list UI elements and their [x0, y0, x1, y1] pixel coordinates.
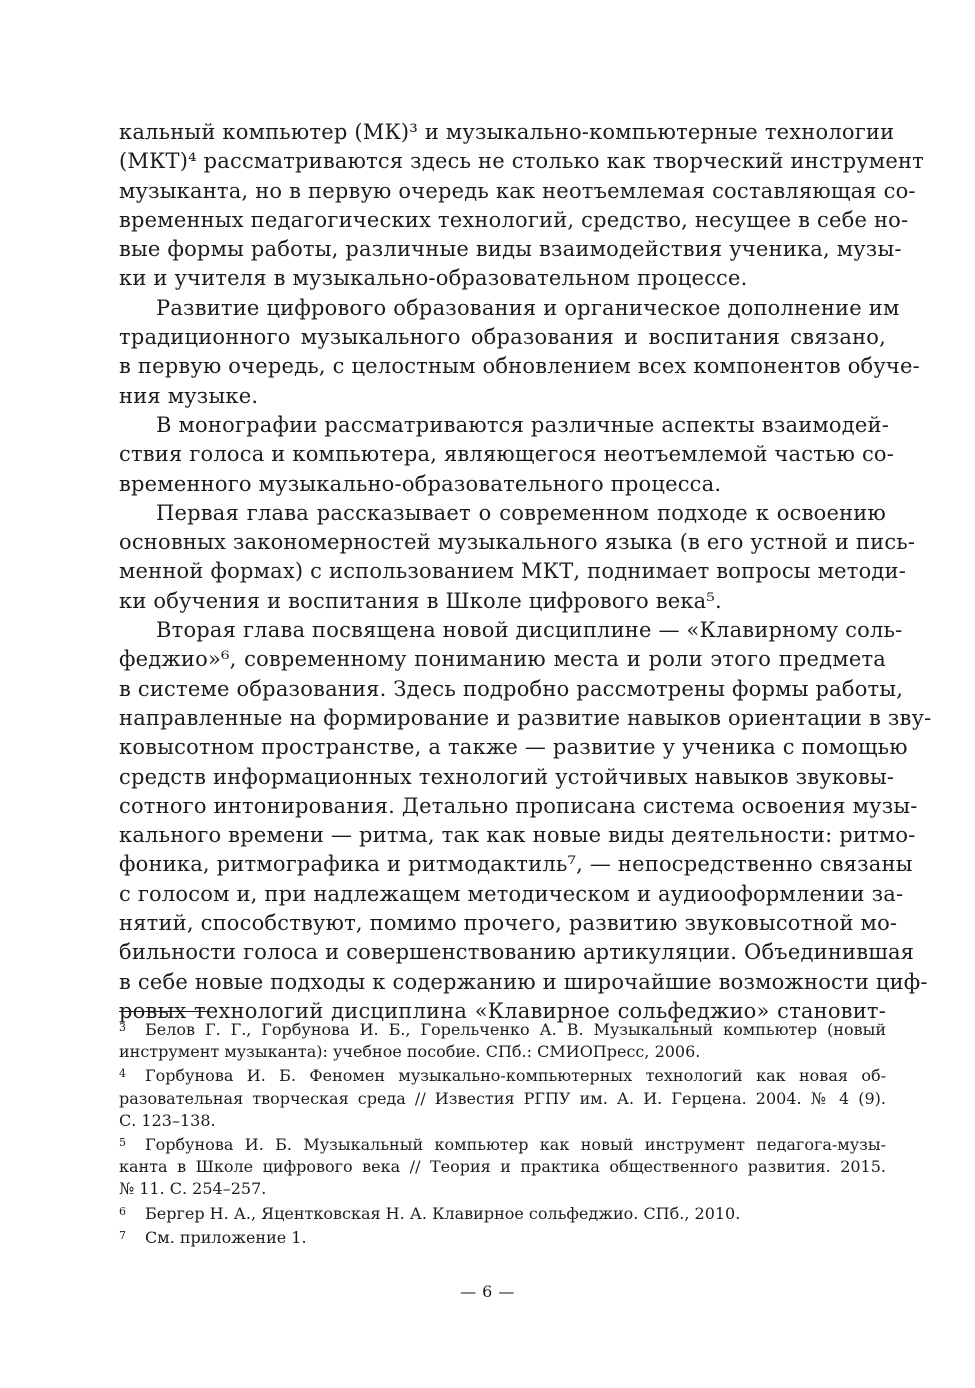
- footnote-divider: [119, 1011, 207, 1012]
- body-line: сотного интонирования. Детально прописана система освоения музы-: [119, 793, 918, 818]
- page-number: — 6 —: [460, 1282, 515, 1301]
- footnote-number: 5: [119, 1136, 126, 1150]
- body-line: ки и учителя в музыкально-образовательном процессе.: [119, 266, 748, 291]
- body-line: в себе новые подходы к содержанию и широчайшие возможности циф-: [119, 969, 928, 994]
- body-line: ровых технологий дисциплина «Клавирное сольфеджио» становит-: [119, 998, 886, 1023]
- footnote-line: инструмент музыканта): учебное пособие. СПб.: СМИОПресс, 2006.: [119, 1042, 701, 1062]
- body-line: ствия голоса и компьютера, являющегося неотъемлемой частью со-: [119, 442, 895, 467]
- footnote-number: 6: [119, 1204, 126, 1218]
- body-line: бильности голоса и совершенствованию артикуляции. Объединившая: [119, 940, 915, 965]
- footnote: [119, 1017, 886, 1063]
- body-line: музыканта, но в первую очередь как неотъемлемая составляющая со-: [119, 178, 916, 203]
- footnote-line: [119, 1201, 886, 1225]
- body-line: кальный компьютер (МК)³ и музыкально-компьютерные технологии: [119, 120, 895, 144]
- body-line: менной формах) с использованием МКТ, поднимает вопросы методи-: [119, 559, 907, 584]
- body-line: Вторая глава посвящена новой дисциплине — «Клавирному соль-: [156, 618, 903, 643]
- footnote-text: См. приложение 1.: [145, 1227, 307, 1247]
- footnote-text: Горбунова И. Б. Музыкальный компьютер как новый инструмент педагога-музы-: [145, 1135, 886, 1155]
- body-line: основных закономерностей музыкального языка (в его устной и пись-: [119, 530, 916, 555]
- body-line: нятий, способствуют, помимо прочего, развитию звуковысотной мо-: [119, 911, 898, 936]
- footnote: [119, 1132, 886, 1201]
- footnote-line: [119, 1225, 886, 1249]
- body-line: В монографии рассматриваются различные аспекты взаимодей-: [156, 412, 890, 437]
- footnote: [119, 1201, 886, 1225]
- body-line: ковысотном пространстве, а также — развитие у ученика с помощью: [119, 735, 908, 760]
- footnote-text: Бергер Н. А., Яцентковская Н. А. Клавирное сольфеджио. СПб., 2010.: [145, 1203, 741, 1223]
- footnote: [119, 1063, 886, 1132]
- footnote-line: канта в Школе цифрового века // Теория и практика общественного развития. 2015.: [119, 1157, 886, 1177]
- body-line: ки обучения и воспитания в Школе цифрового века⁵.: [119, 588, 722, 613]
- body-line: с голосом и, при надлежащем методическом и аудиооформлении за-: [119, 881, 904, 906]
- footnote-line: разовательная творческая среда // Известия РГПУ им. А. И. Герцена. 2004. № 4 (9).: [119, 1088, 886, 1108]
- footnote-line: [119, 1132, 886, 1156]
- body-line: направленные на формирование и развитие навыков ориентации в зву-: [119, 705, 932, 730]
- body-line: традиционного музыкального образования и воспитания связано,: [119, 325, 886, 350]
- body-line: Развитие цифрового образования и органическое дополнение им: [156, 295, 900, 320]
- footnote-line: [119, 1017, 886, 1041]
- footnote-number: 7: [119, 1228, 126, 1242]
- body-line: ния музыке.: [119, 383, 259, 408]
- body-line: Первая глава рассказывает о современном подходе к освоению: [156, 500, 886, 525]
- body-line: феджио»⁶, современному пониманию места и роли этого предмета: [119, 647, 886, 672]
- body-line: средств информационных технологий устойчивых навыков звуковы-: [119, 764, 895, 789]
- footnote-line: [119, 1063, 886, 1087]
- body-line: в системе образования. Здесь подробно рассмотрены формы работы,: [119, 676, 904, 701]
- body-line: вые формы работы, различные виды взаимодействия ученика, музы-: [119, 237, 902, 262]
- footnote: [119, 1225, 886, 1249]
- footnote-text: Белов Г. Г., Горбунова И. Б., Горельченко А. В. Музыкальный компьютер (новый: [145, 1020, 886, 1039]
- body-line: временных педагогических технологий, средство, несущее в себе но-: [119, 207, 909, 232]
- body-line: в первую очередь, с целостным обновлением всех компонентов обуче-: [119, 354, 920, 379]
- footnote-number: 3: [119, 1021, 126, 1034]
- footnote-line: С. 123–138.: [119, 1110, 216, 1130]
- body-line: фоника, ритмографика и ритмодактиль⁷, — непосредственно связаны: [119, 852, 913, 877]
- body-line: временного музыкально-образовательного процесса.: [119, 471, 722, 496]
- body-line: (МКТ)⁴ рассматриваются здесь не столько как творческий инструмент: [119, 149, 924, 174]
- footnote-number: 4: [119, 1067, 126, 1081]
- footnote-text: Горбунова И. Б. Феномен музыкально-компьютерных технологий как новая об-: [145, 1066, 886, 1086]
- footnotes: [119, 1017, 886, 1249]
- footnote-line: № 11. С. 254–257.: [119, 1179, 267, 1199]
- main-text: [119, 118, 932, 1026]
- body-line: кального времени — ритма, так как новые виды деятельности: ритмо-: [119, 823, 916, 848]
